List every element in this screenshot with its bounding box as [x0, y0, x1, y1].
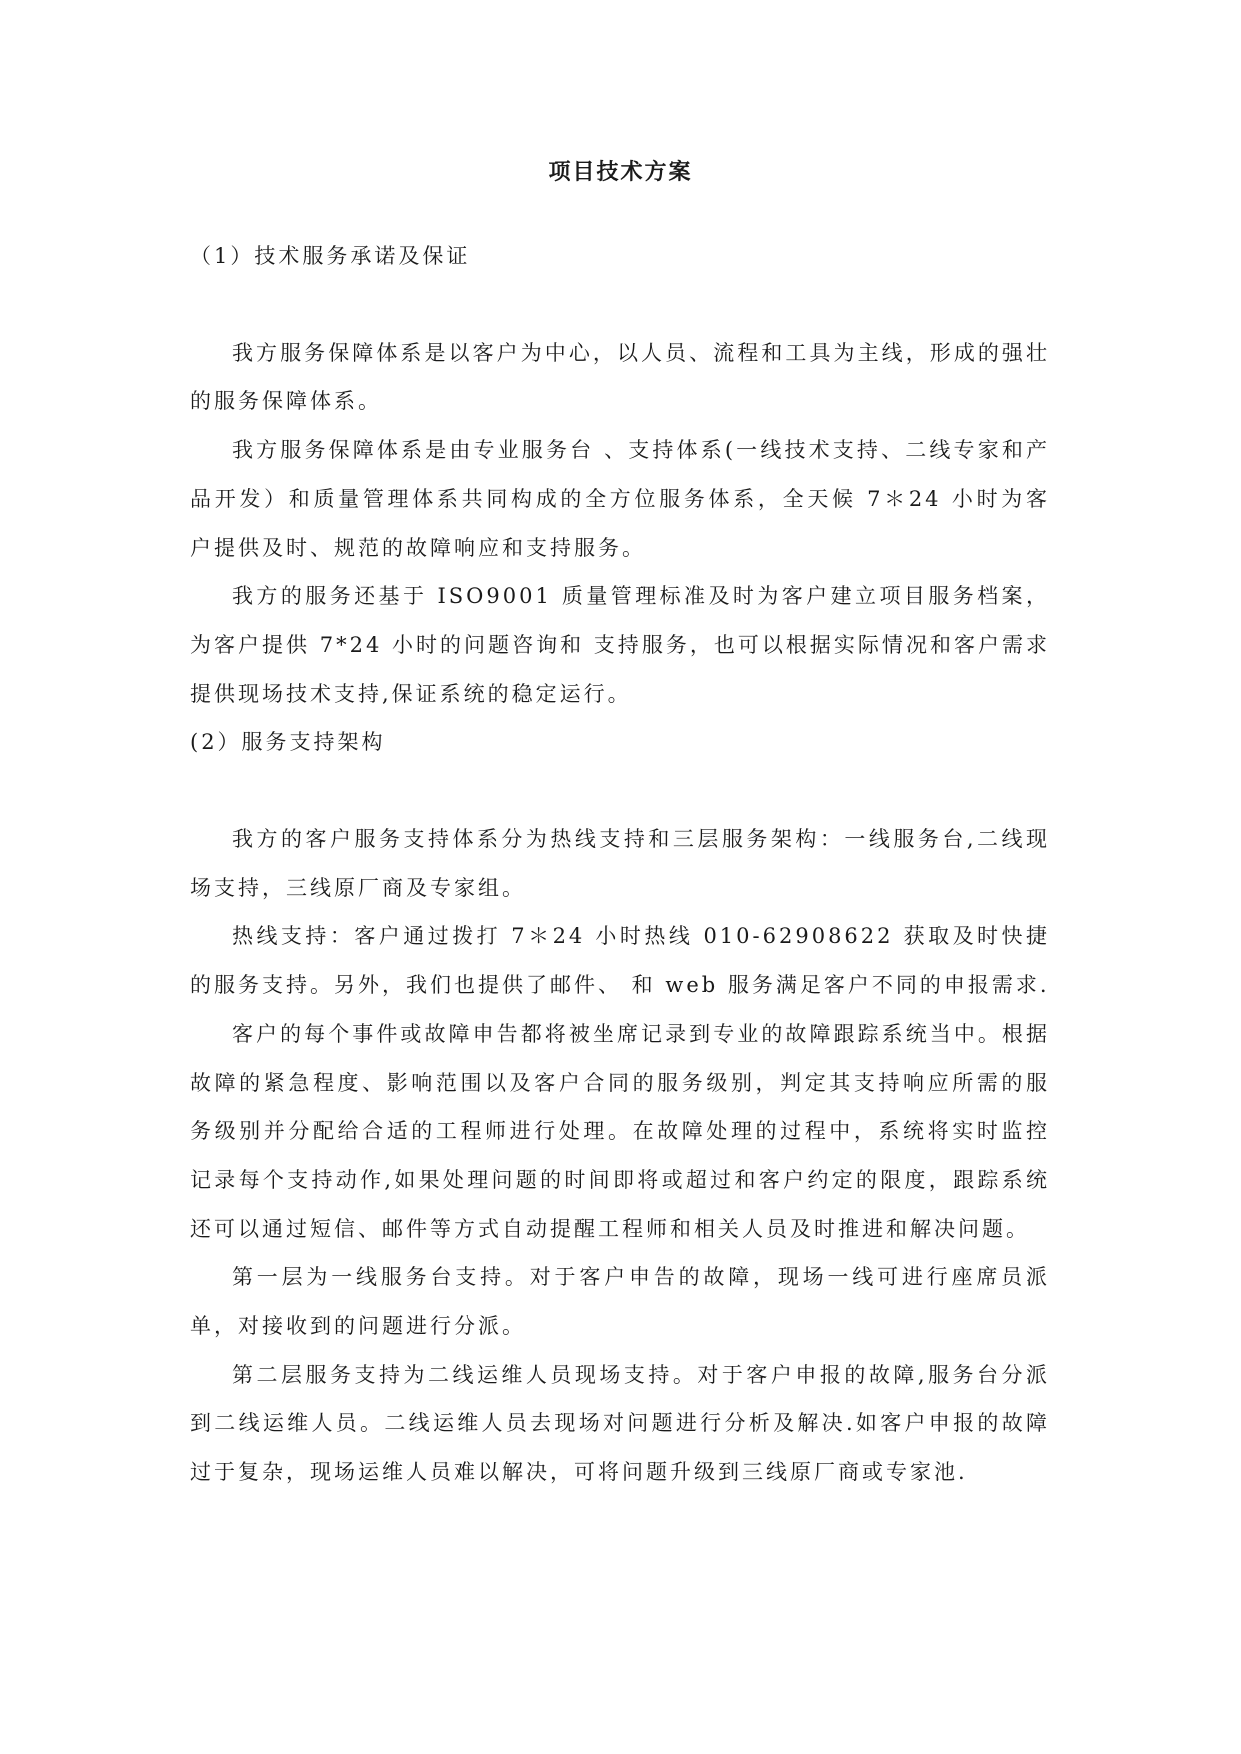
document-body [190, 232, 1050, 1497]
paragraph: 我方服务保障体系是以客户为中心，以人员、流程和工具为主线，形成的强壮的服务保障体系。 [190, 340, 1050, 414]
spacer [190, 281, 1050, 329]
paragraph: 客户的每个事件或故障申告都将被坐席记录到专业的故障跟踪系统当中。根据故障的紧急程度、影响范围以及客户合同的服务级别，判定其支持响应所需的服务级别并分配给合适的工程师进行处理。在故障处理的过程中，系统将实时监控记录每个支持动作,如果处理问题的时间即将或超过和客户约定的限度，跟踪系统还可以通过短信、邮件等方式自动提醒工程师和相关人员及时推进和解决问题。 [190, 1021, 1050, 1241]
paragraph: 热线支持：客户通过拨打 7＊24 小时热线 010-62908622 获取及时快捷的服务支持。另外，我们也提供了邮件、 和 web 服务满足客户不同的申报需求. [190, 924, 1050, 998]
spacer [190, 767, 1050, 815]
paragraph: 我方服务保障体系是由专业服务台 、支持体系(一线技术支持、二线专家和产品开发）和质量管理体系共同构成的全方位服务体系，全天候 7＊24 小时为客户提供及时、规范的故障响应和支持服务。 [190, 438, 1050, 560]
document-title: 项目技术方案 [548, 160, 693, 185]
paragraph: 第一层为一线服务台支持。对于客户申告的故障，现场一线可进行座席员派单，对接收到的问题进行分派。 [190, 1265, 1050, 1339]
paragraph: 我方的服务还基于 ISO9001 质量管理标准及时为客户建立项目服务档案，为客户提供 7*24 小时的问题咨询和 支持服务，也可以根据实际情况和客户需求提供现场技术支持,保证系统的稳定运行。 [190, 584, 1050, 706]
paragraph: 第二层服务支持为二线运维人员现场支持。对于客户申报的故障,服务台分派到二线运维人员。二线运维人员去现场对问题进行分析及解决.如客户申报的故障过于复杂，现场运维人员难以解决，可将问题升级到三线原厂商或专家池. [190, 1362, 1050, 1485]
section-heading-2: (2）服务支持架构 [190, 730, 386, 755]
section-heading-1: （1）技术服务承诺及保证 [190, 244, 471, 268]
paragraph: 我方的客户服务支持体系分为热线支持和三层服务架构：一线服务台,二线现场支持，三线原厂商及专家组。 [190, 827, 1050, 900]
